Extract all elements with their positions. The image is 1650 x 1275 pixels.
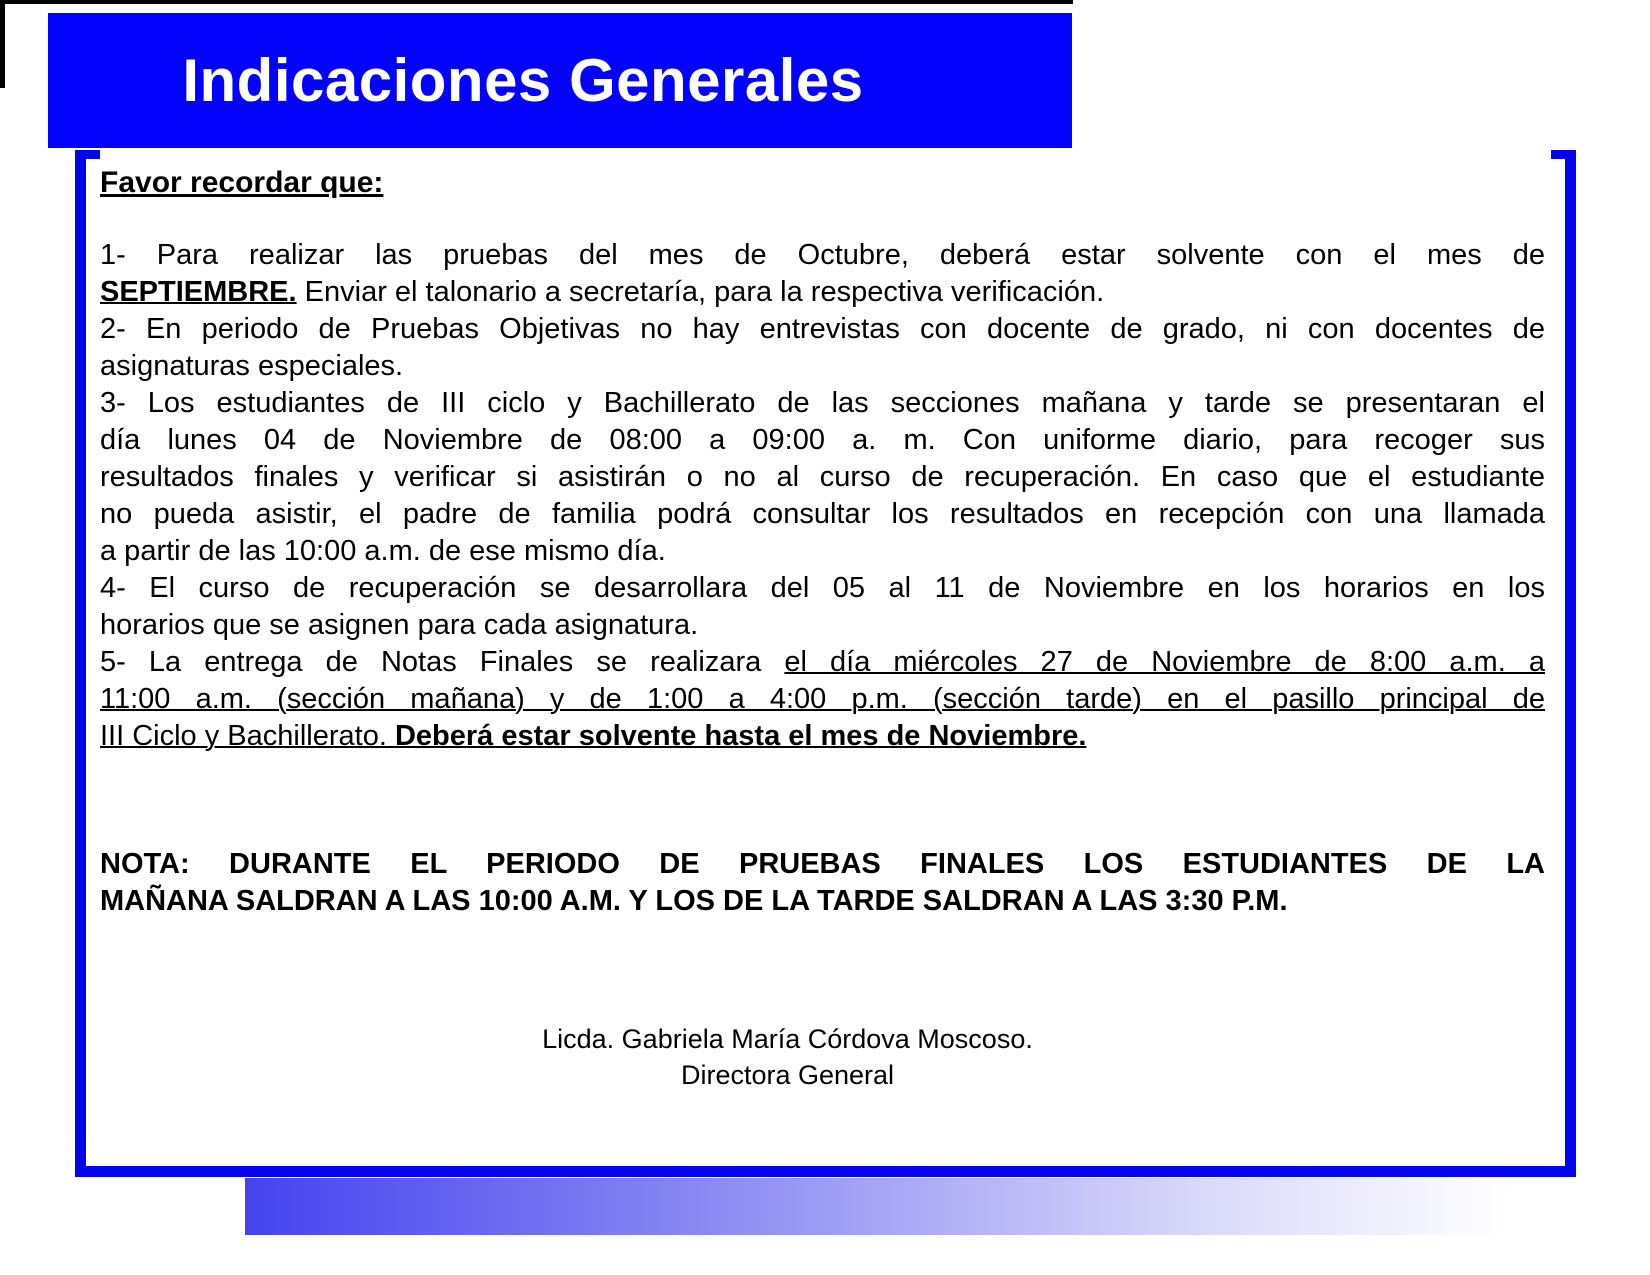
text-line (100, 718, 1545, 755)
text-segment: 11:00 a.m. (sección mañana) y de 1:00 a 4:00 p.m. (sección tarde) en el pasillo principal de (100, 683, 1545, 715)
slide-title: Indicaciones Generales (182, 47, 864, 114)
signature-block (100, 1021, 1545, 1093)
text-line (100, 237, 1545, 274)
text-segment: 1- Para realizar las pruebas del mes de Octubre, deberá estar solvente con el mes de (100, 239, 1545, 271)
instruction-paragraph (100, 311, 1545, 385)
instruction-paragraph (100, 385, 1545, 570)
text-segment: horarios que se asignen para cada asignatura. (100, 609, 699, 641)
signature-role: Directora General (680, 1060, 895, 1090)
text-segment: el día miércoles 27 de Noviembre de 8:00 a.m. a (784, 646, 1545, 678)
nota-paragraph (100, 846, 1545, 920)
box-heading: Favor recordar que: (100, 166, 384, 199)
text-line (100, 496, 1545, 533)
instruction-paragraph (100, 570, 1545, 644)
text-line (100, 385, 1545, 422)
text-line (100, 607, 1545, 644)
text-line (100, 883, 1545, 920)
text-line (100, 274, 1545, 311)
left-frame-line (0, 0, 5, 88)
text-segment: no pueda asistir, el padre de familia podrá consultar los resultados en recepción con una llamada (100, 498, 1545, 530)
text-line (100, 846, 1545, 883)
instructions-list (100, 237, 1545, 755)
text-segment: 3- Los estudiantes de III ciclo y Bachillerato de las secciones mañana y tarde se presentaran el (100, 387, 1545, 419)
text-segment: 4- El curso de recuperación se desarrollara del 05 al 11 de Noviembre en los horarios en los (100, 572, 1545, 604)
text-segment: a partir de las 10:00 a.m. de ese mismo día. (100, 535, 666, 567)
instruction-paragraph (100, 644, 1545, 755)
text-segment: III Ciclo y Bachillerato. (100, 720, 395, 752)
text-line (100, 422, 1545, 459)
text-segment: MAÑANA SALDRAN A LAS 10:00 A.M. Y LOS DE LA TARDE SALDRAN A LAS 3:30 P.M. (100, 885, 1288, 917)
bottom-gradient-bar (245, 1178, 1575, 1235)
signature-name: Licda. Gabriela María Córdova Moscoso. (542, 1024, 1033, 1054)
instruction-paragraph (100, 237, 1545, 311)
text-line (100, 681, 1545, 718)
text-segment: 2- En periodo de Pruebas Objetivas no hay entrevistas con docente de grado, ni con docentes de (100, 313, 1545, 345)
top-frame-line (0, 0, 1073, 4)
text-line (100, 644, 1545, 681)
text-segment: Deberá estar solvente hasta el mes de Noviembre. (394, 720, 1087, 752)
text-segment: resultados finales y verificar si asistirán o no al curso de recuperación. En caso que el estudiante (100, 461, 1545, 493)
text-segment: SEPTIEMBRE. (100, 276, 297, 308)
text-line (100, 348, 1545, 385)
title-banner (48, 13, 1072, 148)
text-line (100, 533, 1545, 570)
text-segment: día lunes 04 de Noviembre de 08:00 a 09:00 a. m. Con uniforme diario, para recoger sus (100, 424, 1545, 456)
text-segment: NOTA: DURANTE EL PERIODO DE PRUEBAS FINALES LOS ESTUDIANTES DE LA (100, 848, 1545, 880)
text-segment: Enviar el talonario a secretaría, para la respectiva verificación. (296, 276, 1105, 308)
text-line (100, 570, 1545, 607)
text-line (100, 459, 1545, 496)
text-segment: asignaturas especiales. (100, 350, 404, 382)
content-box (75, 150, 1576, 1177)
text-line (100, 311, 1545, 348)
text-segment: 5- La entrega de Notas Finales se realizara (100, 646, 785, 678)
